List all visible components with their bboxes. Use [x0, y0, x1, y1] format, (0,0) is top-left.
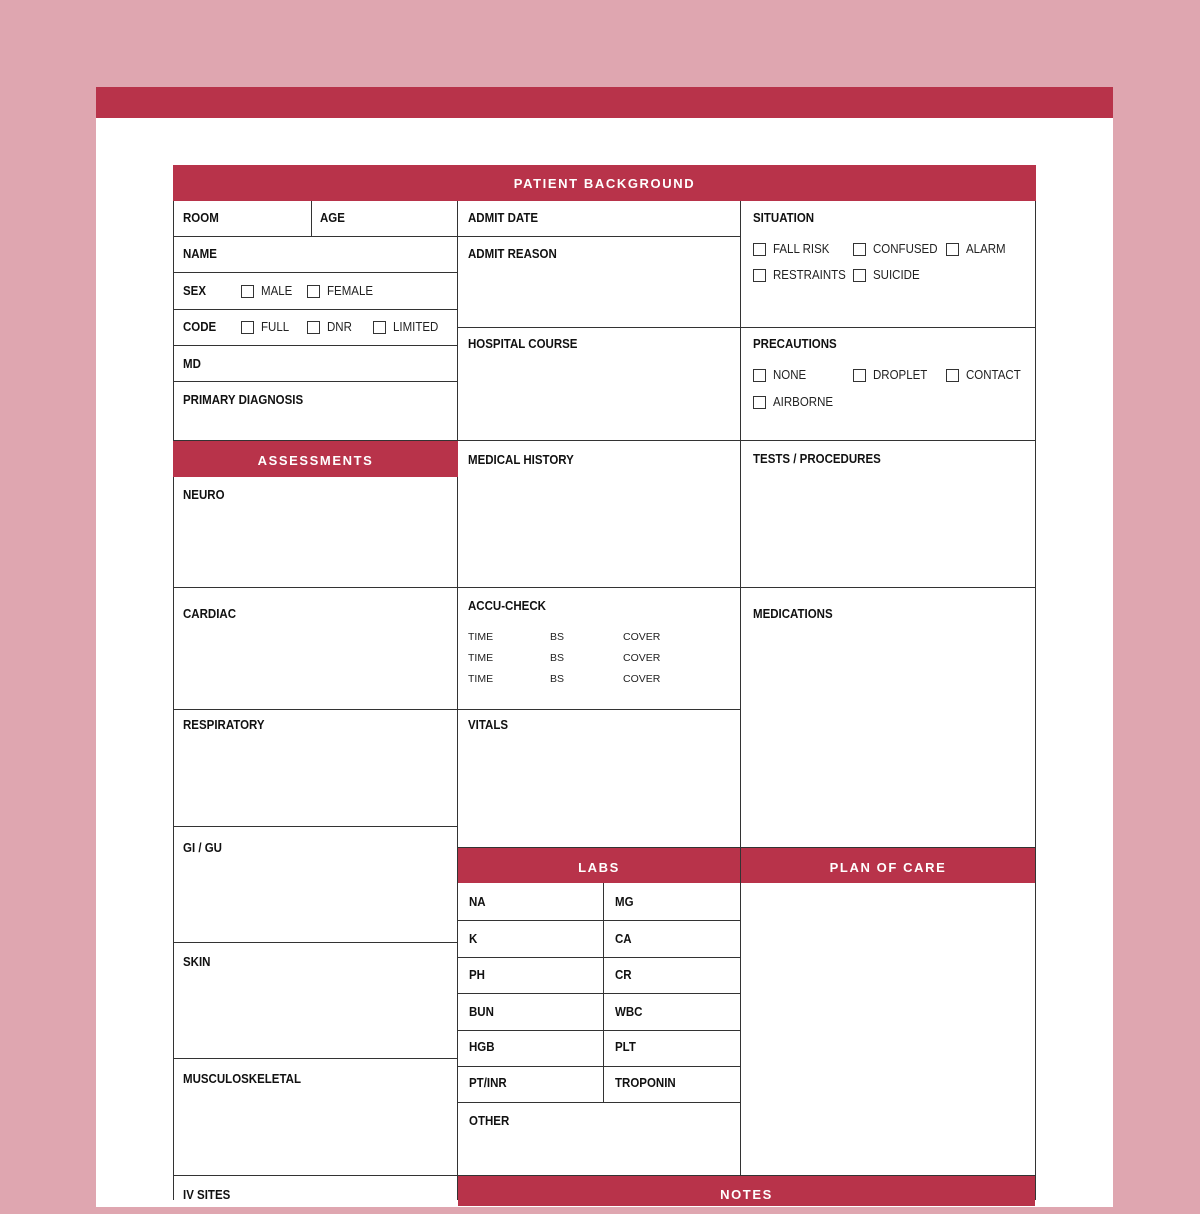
limited-option-label: LIMITED	[393, 320, 439, 334]
hline	[457, 1066, 741, 1067]
hline	[173, 236, 458, 237]
fall-risk-checkbox[interactable]	[753, 243, 766, 256]
lab-hgb: HGB	[469, 1040, 495, 1054]
lab-troponin: TROPONIN	[615, 1076, 676, 1090]
hline	[173, 309, 458, 310]
lab-k: K	[469, 932, 478, 946]
confused-checkbox[interactable]	[853, 243, 866, 256]
hline	[457, 1030, 741, 1031]
hline	[457, 327, 1036, 328]
divider-room-age	[311, 201, 312, 237]
accu-check-label: ACCU-CHECK	[468, 599, 546, 613]
accu-bs-2: BS	[550, 652, 565, 664]
female-checkbox[interactable]	[307, 285, 320, 298]
hline	[173, 826, 458, 827]
lab-na: NA	[469, 895, 486, 909]
iv-sites-label: IV SITES	[183, 1188, 231, 1202]
male-checkbox[interactable]	[241, 285, 254, 298]
border-left	[173, 165, 174, 1200]
suicide-label: SUICIDE	[873, 268, 920, 282]
none-label: NONE	[773, 368, 807, 382]
accu-cover-3: COVER	[623, 673, 661, 685]
lab-ph: PH	[469, 968, 485, 982]
hline	[173, 272, 458, 273]
hline	[173, 381, 458, 382]
restraints-checkbox[interactable]	[753, 269, 766, 282]
precautions-label: PRECAUTIONS	[753, 337, 837, 351]
primary-diagnosis-label: PRIMARY DIAGNOSIS	[183, 393, 304, 407]
cardiac-label: CARDIAC	[183, 607, 237, 621]
none-checkbox[interactable]	[753, 369, 766, 382]
limited-checkbox[interactable]	[373, 321, 386, 334]
hospital-course-label: HOSPITAL COURSE	[468, 337, 578, 351]
divider-col-2	[740, 201, 741, 1175]
dnr-option-label: DNR	[327, 320, 352, 334]
alarm-checkbox[interactable]	[946, 243, 959, 256]
accu-bs-1: BS	[550, 631, 565, 643]
age-label: AGE	[320, 211, 345, 225]
hline	[457, 993, 741, 994]
patient-background-header: PATIENT BACKGROUND	[173, 165, 1036, 201]
tests-procedures-label: TESTS / PROCEDURES	[753, 452, 881, 466]
female-option-label: FEMALE	[327, 284, 374, 298]
medications-label: MEDICATIONS	[753, 607, 833, 621]
hline	[173, 345, 458, 346]
alarm-label: ALARM	[966, 242, 1006, 256]
labs-header: LABS	[458, 848, 740, 883]
hline	[173, 942, 458, 943]
md-label: MD	[183, 357, 201, 371]
skin-label: SKIN	[183, 955, 211, 969]
situation-label: SITUATION	[753, 211, 815, 225]
dnr-checkbox[interactable]	[307, 321, 320, 334]
hline	[457, 920, 741, 921]
droplet-checkbox[interactable]	[853, 369, 866, 382]
fall-risk-label: FALL RISK	[773, 242, 830, 256]
restraints-label: RESTRAINTS	[773, 268, 846, 282]
border-right	[1035, 165, 1036, 1200]
lab-cr: CR	[615, 968, 632, 982]
lab-mg: MG	[615, 895, 634, 909]
name-label: NAME	[183, 247, 217, 261]
hline	[173, 587, 1036, 588]
hline	[173, 1058, 458, 1059]
male-option-label: MALE	[261, 284, 293, 298]
admit-reason-label: ADMIT REASON	[468, 247, 557, 261]
vitals-label: VITALS	[468, 718, 509, 732]
sex-label: SEX	[183, 284, 207, 298]
airborne-label: AIRBORNE	[773, 395, 834, 409]
admit-date-label: ADMIT DATE	[468, 211, 539, 225]
musculoskeletal-label: MUSCULOSKELETAL	[183, 1072, 301, 1086]
full-code-checkbox[interactable]	[241, 321, 254, 334]
contact-checkbox[interactable]	[946, 369, 959, 382]
accu-time-2: TIME	[468, 652, 494, 664]
plan-of-care-header: PLAN OF CARE	[741, 848, 1035, 883]
medical-history-label: MEDICAL HISTORY	[468, 453, 574, 467]
accu-cover-1: COVER	[623, 631, 661, 643]
hline	[457, 236, 741, 237]
lab-wbc: WBC	[615, 1005, 643, 1019]
accu-time-1: TIME	[468, 631, 494, 643]
droplet-label: DROPLET	[873, 368, 928, 382]
suicide-checkbox[interactable]	[853, 269, 866, 282]
assessments-header: ASSESSMENTS	[173, 441, 458, 477]
lab-plt: PLT	[615, 1040, 636, 1054]
accu-bs-3: BS	[550, 673, 565, 685]
room-label: ROOM	[183, 211, 219, 225]
code-label: CODE	[183, 320, 217, 334]
notes-header: NOTES	[458, 1176, 1035, 1206]
neuro-label: NEURO	[183, 488, 225, 502]
contact-label: CONTACT	[966, 368, 1021, 382]
hline	[457, 957, 741, 958]
lab-pt-inr: PT/INR	[469, 1076, 507, 1090]
hline	[173, 709, 741, 710]
accu-cover-2: COVER	[623, 652, 661, 664]
lab-ca: CA	[615, 932, 632, 946]
accu-time-3: TIME	[468, 673, 494, 685]
lab-bun: BUN	[469, 1005, 494, 1019]
hline	[457, 1102, 741, 1103]
confused-label: CONFUSED	[873, 242, 938, 256]
full-option-label: FULL	[261, 320, 290, 334]
lab-other: OTHER	[469, 1114, 510, 1128]
respiratory-label: RESPIRATORY	[183, 718, 265, 732]
airborne-checkbox[interactable]	[753, 396, 766, 409]
divider-col-1	[457, 201, 458, 1200]
gi-gu-label: GI / GU	[183, 841, 222, 855]
